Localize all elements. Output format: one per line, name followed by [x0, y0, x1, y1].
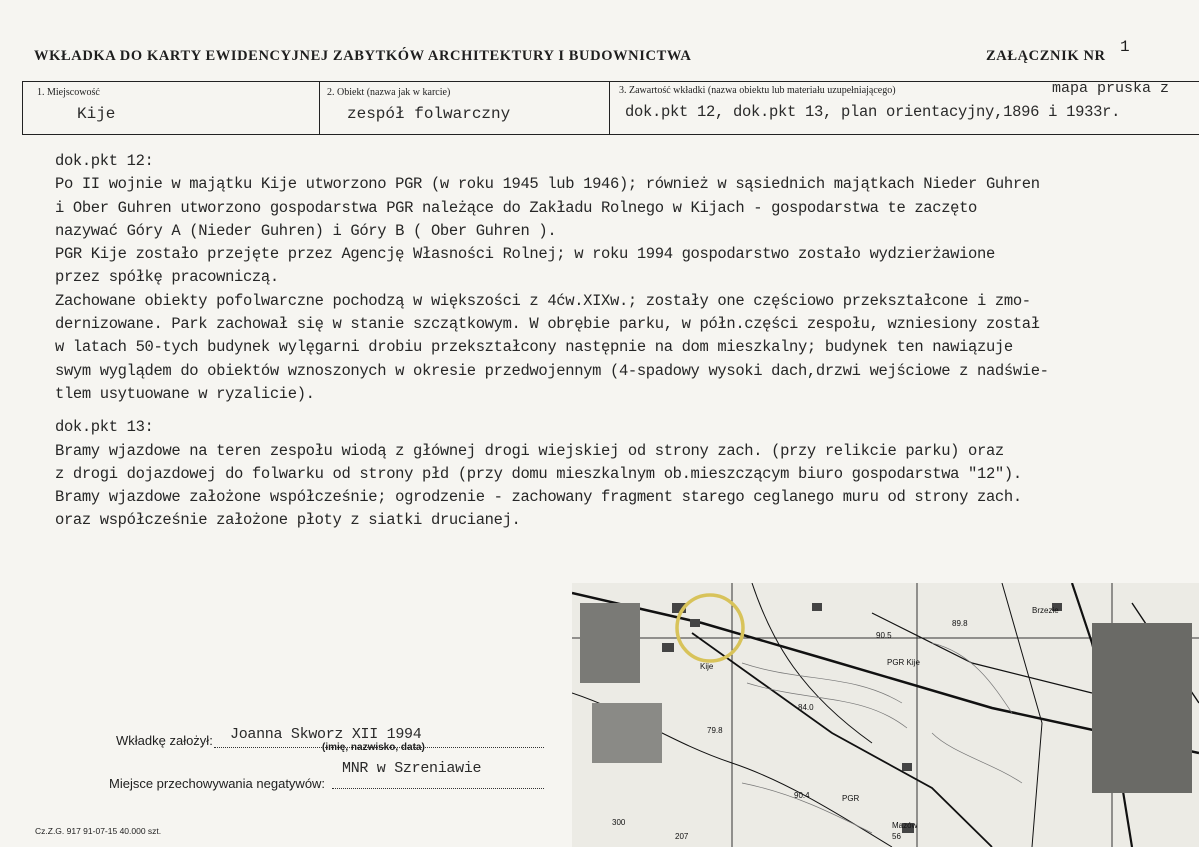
header-divider-2	[609, 81, 610, 135]
map-label: 207	[675, 832, 689, 841]
text-line: Zachowane obiekty pofolwarczne pochodzą w większości z 4ćw.XIXw.; zostały one częściowo przekształcone i zmo-	[55, 291, 1031, 310]
negatives-dotted-line	[332, 787, 544, 789]
map-label: 79.8	[707, 726, 723, 735]
section-heading-12: dok.pkt 12:	[55, 152, 154, 170]
body-text	[55, 150, 1180, 533]
map-label: Kije	[700, 662, 714, 671]
header-left-rule	[22, 81, 23, 135]
negatives-label: Miejsce przechowywania negatywów:	[109, 776, 326, 791]
attachment-number: 1	[1120, 38, 1130, 56]
map-label: 56	[892, 832, 901, 841]
text-line: Bramy wjazdowe na teren zespołu wiodą z głównej drogi wiejskiej od strony zach. (przy relikcie parku) oraz	[55, 441, 1004, 460]
contents-value: dok.pkt 12, dok.pkt 13, plan orientacyjny,1896 i 1933r.	[625, 103, 1121, 121]
text-line: swym wyglądem do obiektów wznoszonych w okresie przedwojennym (4-spadowy wysoki dach,drzwi wejściowe z nadświe-	[55, 361, 1049, 380]
object-label: 2. Obiekt (nazwa jak w karcie)	[327, 87, 451, 98]
author-label: Wkładkę założył:	[116, 733, 213, 748]
contents-note: mapa pruska z	[1052, 80, 1170, 97]
text-line: Bramy wjazdowe założone współcześnie; ogrodzenie - zachowany fragment starego ceglanego muru od strony zach.	[55, 488, 1022, 507]
map-label: 300	[612, 818, 626, 827]
header-bottom-rule	[22, 134, 1199, 135]
text-line: w latach 50-tych budynek wylęgarni drobiu przekształcony następnie na dom mieszkalny; budynek ten nawiązuje	[55, 338, 1013, 357]
contents-label: 3. Zawartość wkładki (nazwa obiektu lub materiału uzupełniającego)	[619, 85, 896, 96]
text-line: Po II wojnie w majątku Kije utworzono PGR (w roku 1945 lub 1946); również w sąsiednich majątkach Nieder Guhren	[55, 175, 1040, 194]
orientation-map	[572, 583, 1199, 847]
text-line: tlem usytuowane w ryzalicie).	[55, 384, 315, 403]
text-line: z drogi dojazdowej do folwarku od strony płd (przy domu mieszkalnym ob.mieszczącym biuro gospodarstwa "12").	[55, 464, 1022, 483]
text-line: przez spółkę pracowniczą.	[55, 268, 279, 287]
text-line: PGR Kije zostało przejęte przez Agencję Własności Rolnej; w roku 1994 gospodarstwo zostało wydzierżawione	[55, 245, 995, 264]
map-label: PGR Kije	[887, 658, 920, 667]
text-line: i Ober Guhren utworzono gospodarstwa PGR należące do Zakładu Rolnego w Kijach - gospodarstwa te zaczęto	[55, 198, 978, 217]
text-line: nazywać Góry A (Nieder Guhren) i Góry B ( Ober Guhren ).	[55, 221, 557, 240]
author-sublabel: (imię, nazwisko, data)	[322, 742, 425, 753]
print-info: Cz.Z.G. 917 91-07-15 40.000 szt.	[35, 826, 162, 836]
text-line: oraz współcześnie założone płoty z siatki drucianej.	[55, 511, 521, 530]
section-heading-13: dok.pkt 13:	[55, 418, 154, 437]
negatives-value: MNR w Szreniawie	[342, 760, 482, 777]
map-label: PGR	[842, 794, 860, 803]
attachment-label: ZAŁĄCZNIK NR	[986, 48, 1106, 64]
map-label: Brzezie	[1032, 606, 1059, 615]
map-label: 89.8	[952, 619, 968, 628]
header-top-rule	[22, 81, 1199, 82]
map-label: 90.5	[876, 631, 892, 640]
locality-value: Kije	[77, 105, 116, 123]
object-value: zespół folwarczny	[347, 105, 511, 123]
map-label: Mazów	[892, 821, 918, 830]
text-line: dernizowane. Park zachował się w stanie szczątkowym. W obrębie parku, w półn.części zespołu, wzniesiony został	[55, 315, 1040, 334]
author-value: Joanna Skworz XII 1994	[230, 726, 422, 743]
map-image	[572, 583, 1199, 847]
map-label: 84.0	[798, 703, 814, 712]
locality-label: 1. Miejscowość	[37, 87, 100, 98]
header-divider-1	[319, 81, 320, 135]
document-title: WKŁADKA DO KARTY EWIDENCYJNEJ ZABYTKÓW ARCHITEKTURY I BUDOWNICTWA	[34, 48, 692, 64]
map-label: 90.4	[794, 791, 810, 800]
